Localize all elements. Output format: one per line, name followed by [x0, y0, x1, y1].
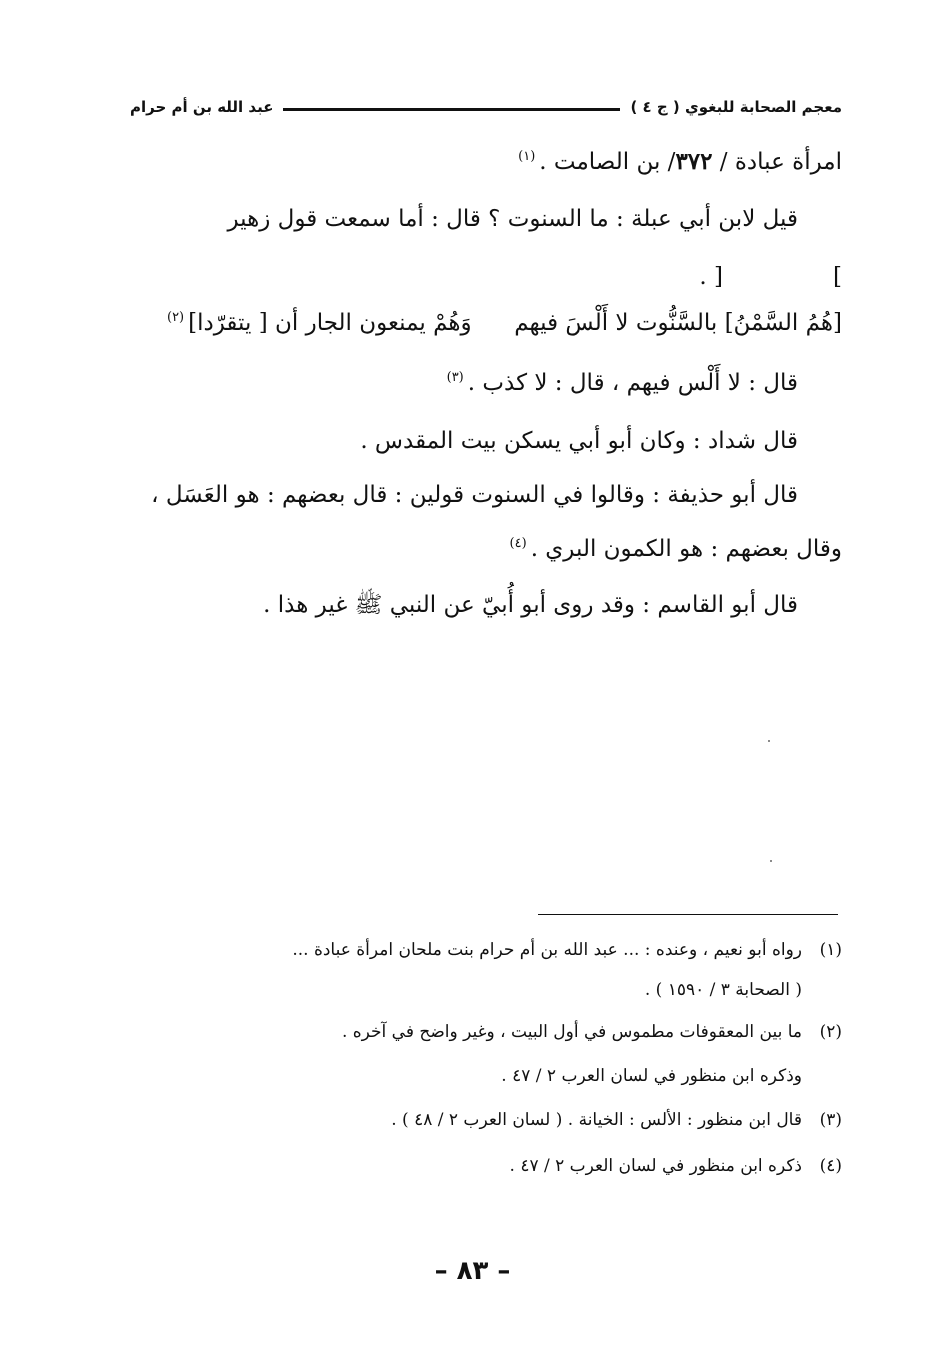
footnote-2: [342, 1022, 842, 1042]
footnote-4-text: ذكره ابن منظور في لسان العرب ٢ / ٤٧ .: [509, 1156, 802, 1176]
text-line-6: قال شداد : وكان أبو أبي يسكن بيت المقدس .: [360, 428, 798, 454]
footnote-1-continuation: ( الصحابة ٣ / ١٥٩٠ ) .: [644, 980, 802, 1000]
footnote-marker-4: (٤): [509, 536, 527, 552]
footnote-3-text: قال ابن منظور : الألس : الخيانة . ( لسان العرب ٢ / ٤٨ ) .: [391, 1110, 802, 1130]
verse-hemistich-2: وَهُمْ يمنعون الجار أن [ يتقرّدا]: [188, 310, 472, 336]
text-line-1: [518, 148, 842, 175]
text-line-8: [510, 536, 842, 562]
page-number: – ٨٣ –: [434, 1256, 511, 1286]
footnote-1: [292, 940, 842, 960]
text-line-7: قال أبو حذيفة : وقالوا في السنوت قولين : قال بعضهم : هو العَسَل ،: [151, 482, 798, 508]
text-line-9: قال أبو القاسم : وقد روى أبو أُبيّ عن النبي ﷺ غير هذا .: [263, 592, 798, 618]
header-rule: [283, 108, 620, 111]
text-line-5-content: قال : لا أَلْس فيهم ، قال : لا كذب .: [467, 370, 798, 396]
footnote-4-number: (٤): [819, 1156, 842, 1176]
footnote-2-text: ما بين المعقوفات مطموس في أول البيت ، وغير واضح في آخره .: [341, 1022, 802, 1042]
footnote-2-continuation: وذكره ابن منظور في لسان العرب ٢ / ٤٧ .: [501, 1066, 802, 1086]
header-chapter-title: عبد الله بن أم حرام: [130, 98, 274, 116]
footnote-marker-3: (٣): [446, 370, 464, 386]
footnote-3-number: (٣): [819, 1110, 842, 1130]
footnote-3: [391, 1110, 842, 1130]
text-line-8-content: وقال بعضهم : هو الكمون البري .: [530, 536, 842, 562]
text-line-1-start: امرأة عبادة /: [712, 149, 842, 175]
text-line-5: [447, 370, 798, 396]
footnote-marker-2: (٢): [166, 310, 185, 326]
footnote-4: [510, 1156, 843, 1176]
running-header: [130, 92, 842, 122]
footnote-1-text: رواه أبو نعيم ، وعنده : ... عبد الله بن أم حرام بنت ملحان امرأة عبادة ...: [292, 940, 802, 960]
entry-number: ٣٧٢: [675, 148, 713, 175]
text-line-1-end: / بن الصامت .: [539, 149, 676, 175]
footnote-1-number: (١): [819, 940, 842, 960]
text-line-3: [699, 264, 842, 290]
header-book-title: معجم الصحابة للبغوي ( ج ٤ ): [630, 98, 842, 116]
scan-speck: [768, 740, 770, 742]
text-line-2: قيل لابن أبي عبلة : ما السنوت ؟ قال : أما سمعت قول زهير: [227, 206, 798, 232]
bracket-open: ]: [833, 264, 842, 290]
verse-line: [167, 310, 842, 336]
footnote-2-number: (٢): [819, 1022, 842, 1042]
footnote-marker-1: (١): [518, 149, 536, 165]
bracket-close: [ .: [699, 264, 724, 290]
verse-hemistich-1: [هُمُ السَّمْنُ] بالسَّنُّوت لا أَلْسَ فيهم: [514, 310, 842, 336]
footnote-separator: [538, 914, 838, 915]
scan-speck: [770, 860, 772, 862]
